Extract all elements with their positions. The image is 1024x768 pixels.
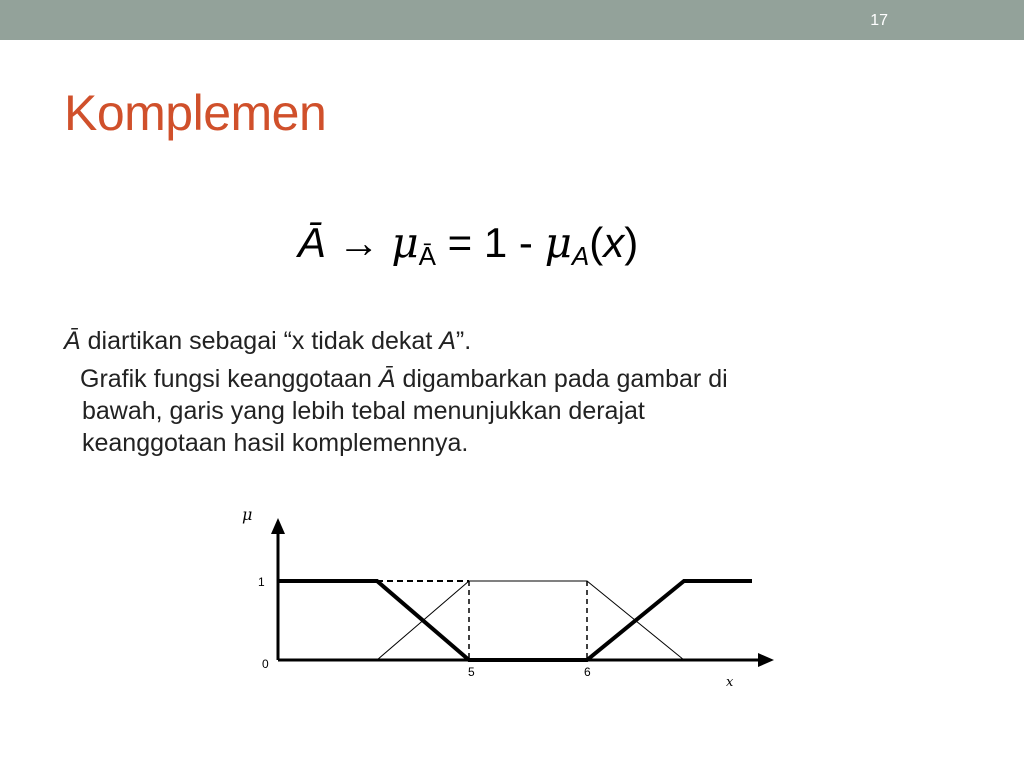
formula-sub-a-bar: Ā [418,241,436,271]
arrow-symbol: → [337,219,380,266]
para1-end: ”. [455,327,472,355]
para2-a-bar: Ā [378,365,396,393]
formula-close-paren: ) [624,219,639,266]
para2-start: Grafik fungsi keanggotaan [80,365,379,393]
mu-symbol-2: μ [544,218,572,267]
y-axis-arrowhead [271,518,285,534]
para2-line1-end: digambarkan pada gambar di [395,365,728,393]
complement-formula [298,218,638,272]
paragraph-description [64,363,924,459]
x-axis-arrowhead [758,653,774,667]
y-tick-1: 1 [258,575,265,589]
body-text [64,325,924,459]
para2-line2: bawah, garis yang lebih tebal menunjukkan derajat [82,397,645,425]
mu-symbol: μ [391,218,419,267]
slide-number: 17 [870,12,888,29]
y-tick-0: 0 [262,657,269,671]
paragraph-definition [64,325,924,357]
x-tick-5: 5 [468,665,475,679]
formula-sub-a: A [571,241,590,271]
top-bar [0,0,1024,40]
formula-a-bar: Ā [298,219,327,266]
para1-a-bar: Ā [64,327,81,355]
para1-a: A [439,327,456,355]
formula-x: x [603,219,625,266]
membership-complement-thick [278,581,752,660]
x-axis-label: x [726,675,734,690]
x-tick-6: 6 [584,665,591,679]
para2-line3: keanggotaan hasil komplemennya. [82,429,469,457]
formula-open-paren: ( [589,219,604,266]
formula-equals: = 1 - [436,219,545,266]
membership-diagram [232,500,792,700]
y-axis-label: μ [242,505,253,524]
slide-title: Komplemen [64,85,327,141]
para1-text: diartikan sebagai “x tidak dekat [80,327,440,355]
